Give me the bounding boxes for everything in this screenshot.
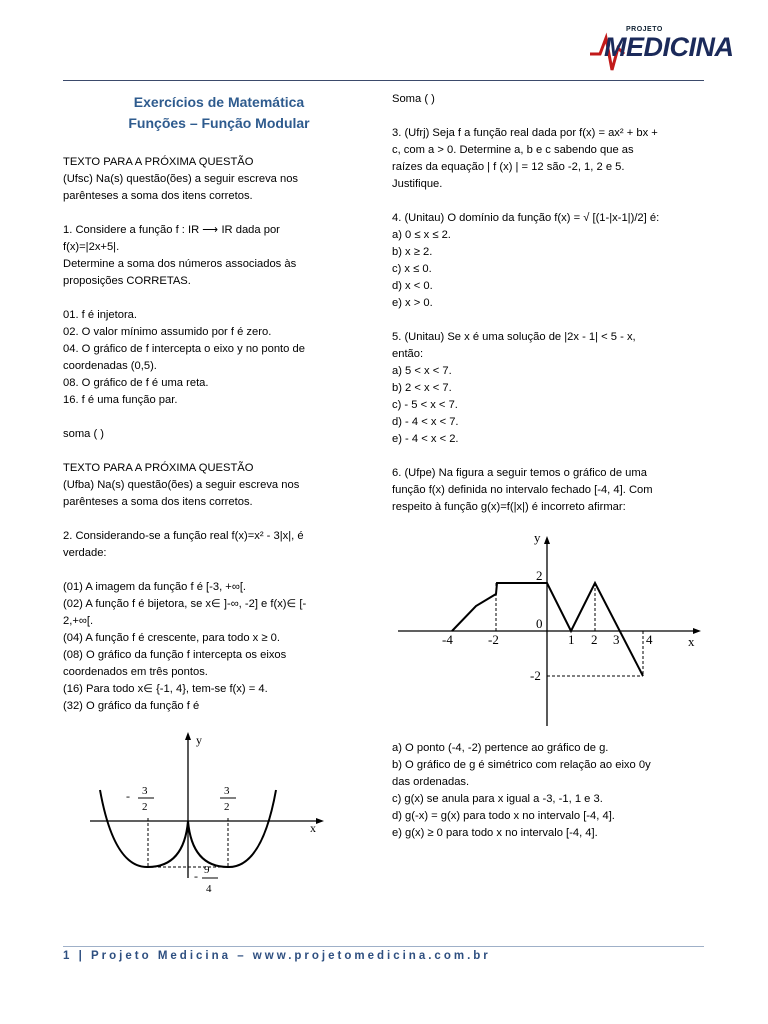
frac-num: 3	[224, 785, 230, 797]
header-divider	[63, 80, 704, 81]
tick-label: 3	[613, 632, 620, 647]
footer-divider	[63, 946, 704, 947]
logo	[588, 26, 734, 78]
list-item: (16) Para todo x∈ {-1, 4}, tem-se f(x) = 4.	[63, 683, 268, 695]
list-item: a) 5 < x < 7.	[392, 365, 452, 377]
list-item: e) x > 0.	[392, 297, 433, 309]
list-item: e) g(x) ≥ 0 para todo x no intervalo [-4, 4].	[392, 827, 598, 839]
list-item: (08) O gráfico da função f intercepta os eixos	[63, 649, 287, 661]
question-4: 4. (Unitau) O domínio da função f(x) = √ [(1-|x-1|)/2] é:	[392, 212, 660, 224]
list-item: 08. O gráfico de f é uma reta.	[63, 377, 209, 389]
list-item: a) 0 ≤ x ≤ 2.	[392, 229, 451, 241]
y-axis-label: y	[196, 733, 202, 747]
left-column	[63, 154, 381, 715]
list-item: c) - 5 < x < 7.	[392, 399, 458, 411]
text-line: c, com a > 0. Determine a, b e c sabendo que as	[392, 144, 634, 156]
y-axis-label: y	[534, 530, 541, 545]
frac-den: 2	[142, 801, 148, 813]
tick-label: -2	[530, 668, 541, 683]
right-column	[392, 91, 710, 842]
logo-small-text: PROJETO	[626, 26, 663, 33]
list-item: c) g(x) se anula para x igual a -3, -1, 1 e 3.	[392, 793, 603, 805]
question-2: 2. Considerando-se a função real f(x)=x² - 3|x|, é	[63, 530, 304, 542]
list-item: coordenadas (0,5).	[63, 360, 157, 372]
text-line: função f(x) definida no intervalo fechado [-4, 4]. Com	[392, 484, 653, 496]
neg-sign: -	[126, 789, 130, 803]
list-item: 02. O valor mínimo assumido por f é zero.	[63, 326, 272, 338]
question-6: 6. (Ufpe) Na figura a seguir temos o gráfico de uma	[392, 467, 647, 479]
list-item: 16. f é uma função par.	[63, 394, 178, 406]
text-line: proposições CORRETAS.	[63, 275, 191, 287]
tick-label: -2	[488, 632, 499, 647]
tick-label: -4	[442, 632, 453, 647]
text-line: parênteses a soma dos itens corretos.	[63, 496, 253, 508]
text-line: TEXTO PARA A PRÓXIMA QUESTÃO	[63, 156, 254, 168]
page-title: Exercícios de Matemática	[133, 94, 305, 110]
logo-text: MEDICINA	[604, 32, 734, 62]
list-item: (02) A função f é bijetora, se x∈ ]-∞, -2] e f(x)∈ [-	[63, 598, 307, 610]
question-3: 3. (Ufrj) Seja f a função real dada por f(x) = ax² + bx +	[392, 127, 658, 139]
graph-piecewise	[396, 528, 706, 728]
soma-line: soma ( )	[63, 428, 105, 440]
text-line: respeito à função g(x)=f(|x|) é incorreto afirmar:	[392, 501, 626, 513]
frac-num: 9	[204, 864, 210, 876]
tick-label: 2	[536, 568, 543, 583]
list-item: (04) A função f é crescente, para todo x ≥ 0.	[63, 632, 280, 644]
text-line: então:	[392, 348, 424, 360]
list-item: b) x ≥ 2.	[392, 246, 433, 258]
list-item: c) x ≤ 0.	[392, 263, 432, 275]
x-axis-label: x	[688, 634, 695, 649]
graph-parabola	[80, 728, 340, 878]
graph-parabola-lower	[200, 870, 230, 900]
list-item: (32) O gráfico da função f é	[63, 700, 200, 712]
list-item: das ordenadas.	[392, 776, 470, 788]
frac-den: 4	[206, 883, 212, 895]
list-item: (01) A imagem da função f é [-3, +∞[.	[63, 581, 247, 593]
frac-den: 2	[224, 801, 230, 813]
soma-line: Soma ( )	[392, 93, 435, 105]
frac-num: 3	[142, 785, 148, 797]
list-item: 01. f é injetora.	[63, 309, 138, 321]
list-item: b) O gráfico de g é simétrico com relação ao eixo 0y	[392, 759, 651, 771]
list-item: a) O ponto (-4, -2) pertence ao gráfico de g.	[392, 742, 609, 754]
neg-sign: -	[194, 869, 198, 878]
list-item: d) g(-x) = g(x) para todo x no intervalo [-4, 4].	[392, 810, 615, 822]
list-item: coordenados em três pontos.	[63, 666, 208, 678]
text-line: Determine a soma dos números associados às	[63, 258, 297, 270]
text-line: verdade:	[63, 547, 107, 559]
page-subtitle: Funções – Função Modular	[128, 115, 310, 131]
list-item: 04. O gráfico de f intercepta o eixo y no ponto de	[63, 343, 305, 355]
text-line: Justifique.	[392, 178, 443, 190]
list-item: b) 2 < x < 7.	[392, 382, 452, 394]
footer: 1 | Projeto Medicina – www.projetomedicina.com.br	[63, 950, 491, 962]
list-item: d) x < 0.	[392, 280, 433, 292]
question-5: 5. (Unitau) Se x é uma solução de |2x - 1| < 5 - x,	[392, 331, 636, 343]
tick-label: 2	[591, 632, 598, 647]
list-item: e) - 4 < x < 2.	[392, 433, 459, 445]
text-line: (Ufsc) Na(s) questão(ões) a seguir escreva nos	[63, 173, 299, 185]
tick-label: 0	[536, 616, 543, 631]
list-item: d) - 4 < x < 7.	[392, 416, 459, 428]
tick-label: 1	[568, 632, 575, 647]
text-line: raízes da equação | f (x) | = 12 são -2, 1, 2 e 5.	[392, 161, 625, 173]
x-axis-label: x	[310, 821, 316, 835]
text-line: f(x)=|2x+5|.	[63, 241, 120, 253]
text-line: TEXTO PARA A PRÓXIMA QUESTÃO	[63, 462, 254, 474]
list-item: 2,+∞[.	[63, 615, 94, 627]
text-line: (Ufba) Na(s) questão(ões) a seguir escreva nos	[63, 479, 300, 491]
question-1: 1. Considere a função f : IR ⟶ IR dada por	[63, 224, 280, 236]
tick-label: 4	[646, 632, 653, 647]
text-line: parênteses a soma dos itens corretos.	[63, 190, 253, 202]
